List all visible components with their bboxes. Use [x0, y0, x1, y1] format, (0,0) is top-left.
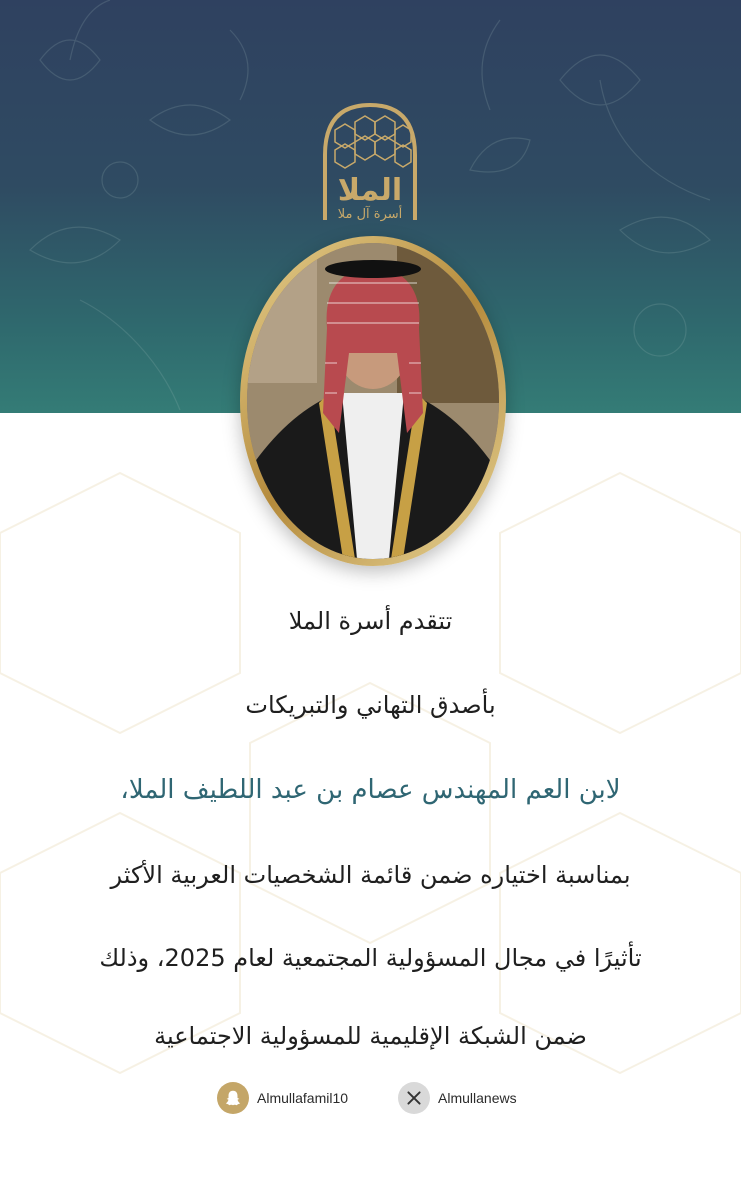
- congratulations-line: بأصدق التهاني والتبريكات: [245, 691, 496, 719]
- occasion-line-2: تأثيرًا في مجال المسؤولية المجتمعية لعام 2025، وذلك: [99, 944, 642, 972]
- snapchat-icon: [217, 1082, 249, 1114]
- honoree-name: لابن العم المهندس عصام بن عبد اللطيف الملا،: [120, 775, 621, 805]
- portrait-photo: [247, 243, 499, 559]
- occasion-line-3: ضمن الشبكة الإقليمية للمسؤولية الاجتماعية: [154, 1022, 587, 1050]
- snapchat-handle[interactable]: Almullafamil10: [257, 1090, 349, 1106]
- snapchat-link[interactable]: [217, 1080, 348, 1116]
- x-link[interactable]: [398, 1080, 517, 1116]
- logo-tagline: أسرة آل ملا: [337, 207, 403, 222]
- greeting-line: تتقدم أسرة الملا: [288, 607, 453, 635]
- occasion-line-1: بمناسبة اختياره ضمن قائمة الشخصيات العربية الأكثر: [110, 861, 631, 889]
- x-icon: [398, 1082, 430, 1114]
- svg-text:الملا: الملا: [337, 173, 403, 208]
- x-handle[interactable]: Almullanews: [438, 1090, 517, 1106]
